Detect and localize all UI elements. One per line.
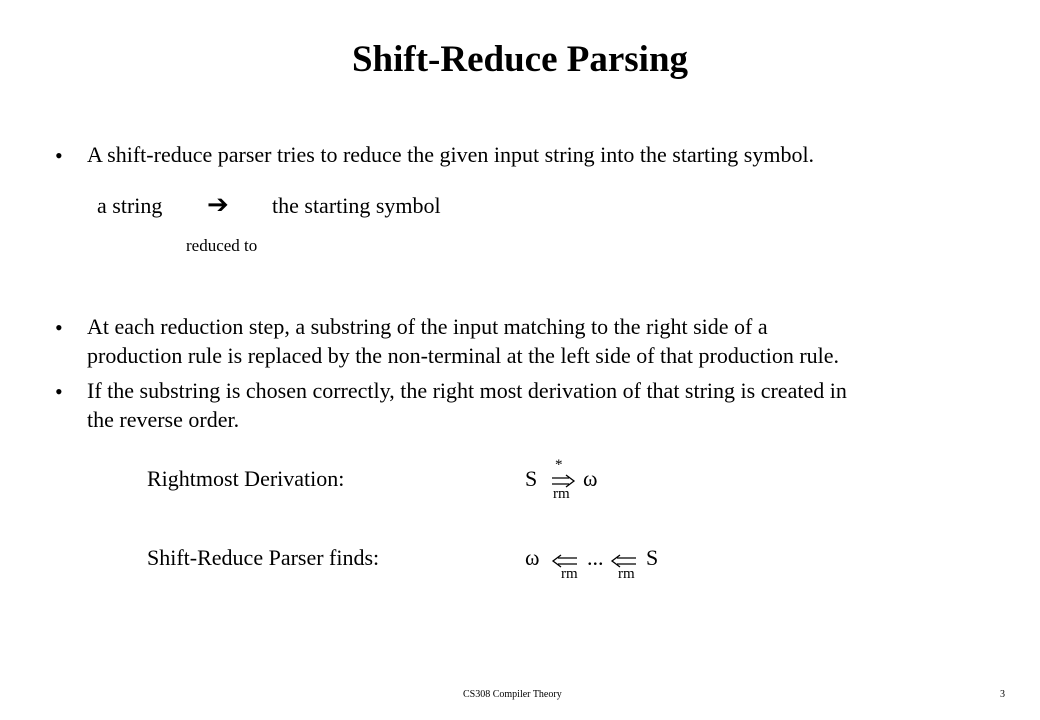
slide-title: Shift-Reduce Parsing: [351, 39, 689, 80]
shift-reduce-start-symbol: ω: [525, 545, 540, 570]
bullet-marker: •: [55, 379, 63, 404]
reduction-source: a string: [97, 193, 163, 218]
shift-reduce-subscript-1: rm: [561, 566, 578, 582]
derivation-start-symbol: S: [525, 466, 538, 491]
derivation-star: *: [555, 457, 563, 473]
bullet-text-3a: If the substring is chosen correctly, the right most derivation of that string is created in: [87, 378, 847, 403]
bullet-text-2b: production rule is replaced by the non-terminal at the left side of that production rule.: [87, 343, 840, 368]
footer-page-number: 3: [1000, 689, 1005, 700]
derivation-end-symbol: ω: [583, 466, 598, 491]
shift-reduce-label: Shift-Reduce Parser finds:: [147, 545, 380, 570]
bullet-text-2a: At each reduction step, a substring of the input matching to the right side of a: [87, 314, 768, 339]
footer-course: CS308 Compiler Theory: [463, 689, 562, 700]
bullet-marker: •: [55, 315, 63, 340]
right-arrow-icon: ➔: [207, 190, 229, 219]
reduction-target: the starting symbol: [272, 193, 441, 218]
rightmost-derivation-label: Rightmost Derivation:: [147, 466, 345, 491]
bullet-marker: •: [55, 143, 63, 168]
shift-reduce-dots: ...: [587, 545, 604, 570]
derivation-subscript: rm: [553, 486, 570, 502]
shift-reduce-subscript-2: rm: [618, 566, 635, 582]
bullet-text-1: A shift-reduce parser tries to reduce the given input string into the starting symbol.: [87, 142, 815, 167]
shift-reduce-end-symbol: S: [646, 545, 659, 570]
reduction-caption: reduced to: [186, 236, 258, 255]
bullet-text-3b: the reverse order.: [87, 407, 240, 432]
